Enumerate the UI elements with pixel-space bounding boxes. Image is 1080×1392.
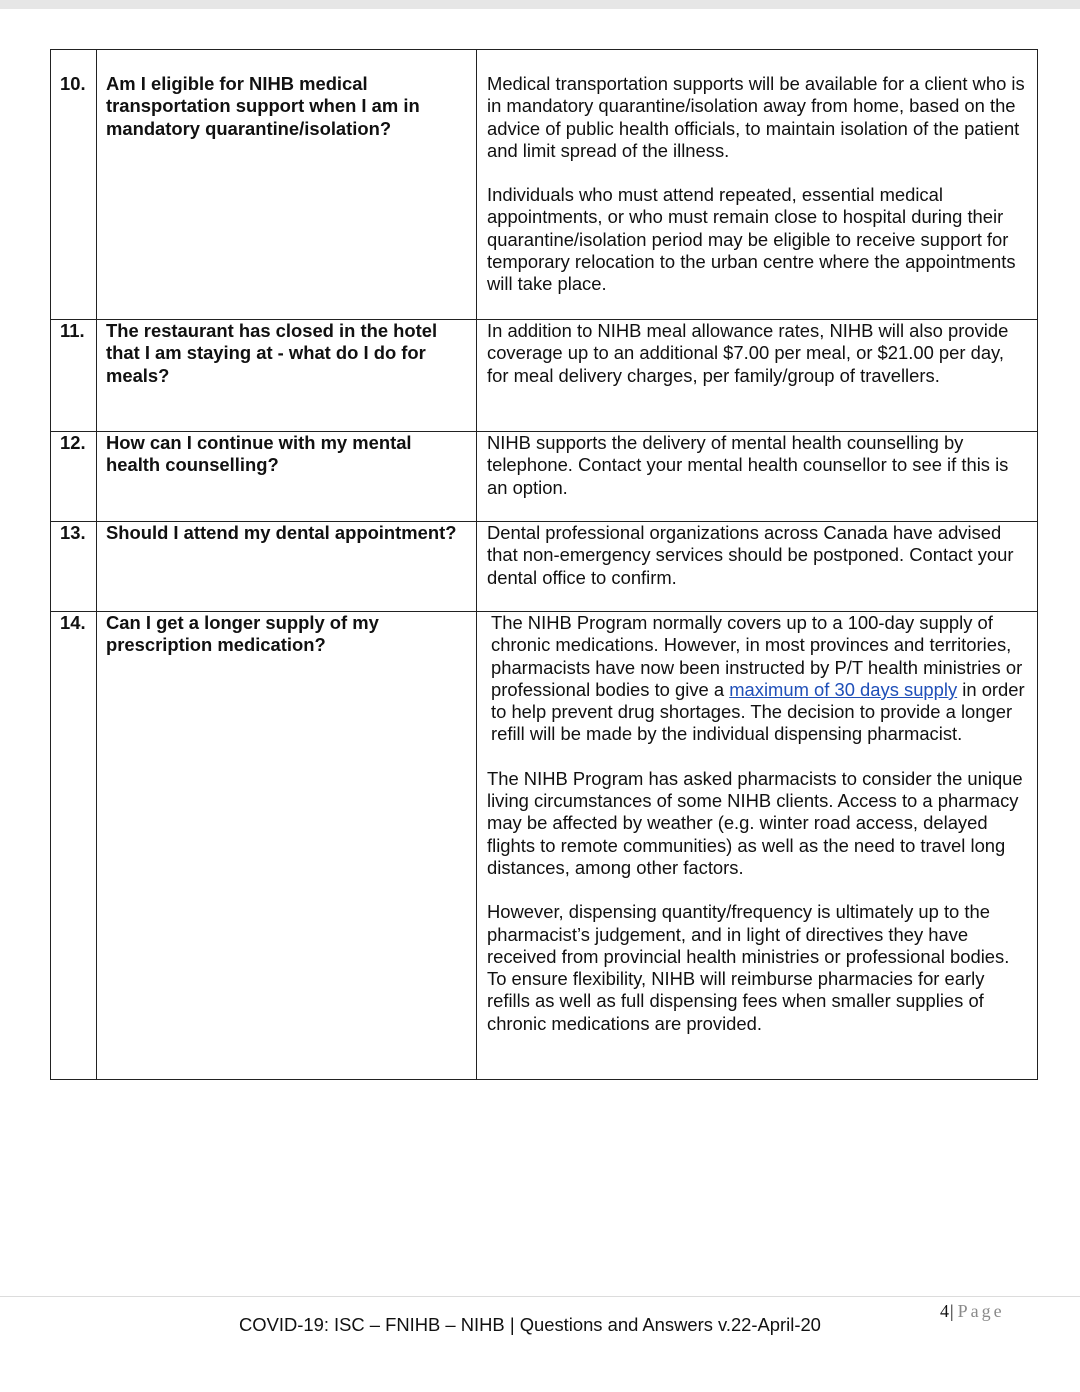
- answer-cell: [477, 50, 1038, 320]
- table-row: [51, 432, 1038, 522]
- answer-cell: [477, 612, 1038, 1080]
- question-number: 13.: [51, 522, 97, 612]
- page-number-value: 4: [940, 1301, 949, 1321]
- supply-limit-link[interactable]: maximum of 30 days supply: [729, 678, 958, 700]
- answer-paragraph: [487, 612, 1025, 746]
- answer-paragraph: In addition to NIHB meal allowance rates, NIHB will also provide coverage up to an additional $7.00 per meal, or $21.00 per day, for meal delivery charges, per family/group of travellers.: [487, 320, 1009, 386]
- answer-paragraph: Dental professional organizations across Canada have advised that non-emergency services should be postponed. Contact your dental office to confirm.: [487, 522, 1014, 588]
- question-text: Am I eligible for NIHB medical transportation support when I am in mandatory quarantine/isolation?: [97, 50, 477, 320]
- qa-table: [50, 49, 1038, 1080]
- question-number: 12.: [51, 432, 97, 522]
- answer-cell: [477, 522, 1038, 612]
- question-text: How can I continue with my mental health counselling?: [97, 432, 477, 522]
- question-number: 10.: [51, 50, 97, 320]
- answer-text: The NIHB Program normally covers up to a 100-day supply of chronic medications. However, in most provinces and territories, pharmacists have now been instructed by P/T health ministries or professional bodies to give a: [491, 612, 1023, 700]
- answer-paragraph: The NIHB Program has asked pharmacists to consider the unique living circumstances of some NIHB clients. Access to a pharmacy may be affected by weather (e.g. winter road access, delayed flights to remote communities) as well as the need to travel long distances, among other factors.: [487, 767, 1023, 878]
- answer-paragraph: Individuals who must attend repeated, essential medical appointments, or who must remain close to hospital during their quarantine/isolation period may be eligible to receive support for temporary relocation to the urban centre where the appointments will take place.: [487, 184, 1016, 295]
- question-text: Can I get a longer supply of my prescription medication?: [97, 612, 477, 1080]
- answer-paragraph: However, dispensing quantity/frequency is ultimately up to the pharmacist’s judgement, and in light of directives they have received from provincial health ministries or professional bodies. To ensure flexibility, NIHB will reimburse pharmacies for early refills as well as full dispensing fees when smaller supplies of chronic medications are provided.: [487, 901, 1010, 1034]
- answer-paragraph: NIHB supports the delivery of mental health counselling by telephone. Contact your mental health counsellor to see if this is an option.: [487, 432, 1009, 498]
- question-number: 14.: [51, 612, 97, 1080]
- footer-title: COVID-19: ISC – FNIHB – NIHB | Questions and Answers v.22-April-20: [239, 1314, 821, 1335]
- answer-cell: [477, 320, 1038, 432]
- table-row: [51, 612, 1038, 1080]
- page-label: Page: [957, 1301, 1005, 1321]
- answer-paragraph: Medical transportation supports will be available for a client who is in mandatory quarantine/isolation away from home, based on the advice of public health officials, to maintain isolation of the patient and limit spread of the illness.: [487, 73, 1025, 161]
- table-row: [51, 50, 1038, 320]
- question-text: The restaurant has closed in the hotel that I am staying at - what do I do for meals?: [97, 320, 477, 432]
- answer-cell: [477, 432, 1038, 522]
- page-number-separator: |: [950, 1301, 954, 1321]
- footer-divider: [0, 1296, 1080, 1297]
- page-number: [940, 1301, 1005, 1322]
- question-number: 11.: [51, 320, 97, 432]
- table-row: [51, 320, 1038, 432]
- answer-text: in order to help prevent drug shortages. The decision to provide a longer refill will be made by the individual dispensing pharmacist.: [491, 678, 1025, 745]
- top-strip: [0, 0, 1080, 9]
- question-text: Should I attend my dental appointment?: [97, 522, 477, 612]
- table-row: [51, 522, 1038, 612]
